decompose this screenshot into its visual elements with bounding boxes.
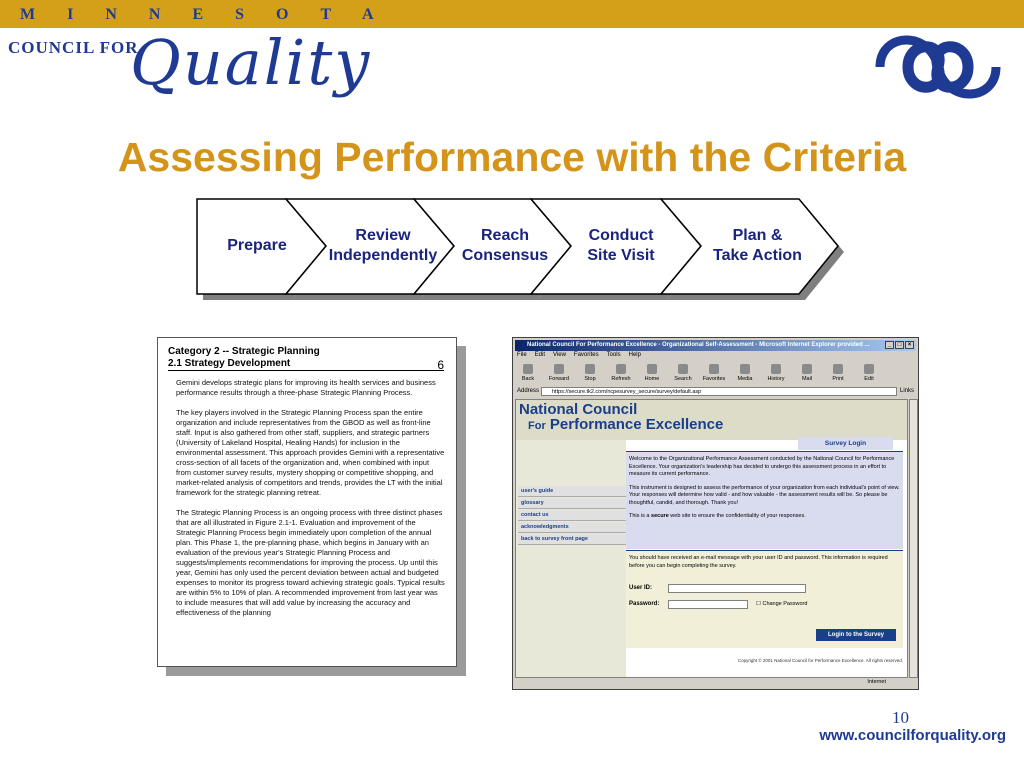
site-left-panel [516, 440, 626, 678]
home-icon [647, 364, 657, 374]
links-button[interactable]: Links [899, 388, 914, 394]
step-5-label: Plan & Take Action [713, 227, 802, 264]
document-paragraph: The key players involved in the Strategic Planning Process span the entire organization and include representatives from the GBOD as well as front-line staff. Input is also gathered from other staff, suppliers, and strategic partners (University of Lakeland Hospital, Healing Hands) for inclusion in the environmental assessment. This approach provides Gemini with a representative cross-section of all facets of the organization and, when combined with input from customer survey results, mystery shopping or competitive shopping, and market-related analysis of competitors and trends, provides the LT with the initial framework for the strategic planning retreat. [176, 408, 445, 497]
minnesota-wordmark: MINNESOTA [20, 6, 406, 23]
site-name-sub: For Performance Excellence [528, 416, 724, 433]
menu-file[interactable]: File [517, 352, 527, 358]
menu-edit[interactable]: Edit [534, 352, 546, 358]
menu-view[interactable]: View [553, 352, 566, 358]
document-heading: Category 2 -- Strategic Planning 2.1 Strategy Development [168, 346, 320, 369]
council-for-label: COUNCIL FOR [8, 38, 139, 57]
nav-back-to-survey[interactable]: back to survey front page [518, 534, 626, 545]
browser-window [512, 337, 919, 690]
login-panel [626, 550, 903, 648]
favorites-button[interactable]: Favorites [703, 364, 725, 386]
print-icon [833, 364, 843, 374]
site-copyright: Copyright © 2001 National Council for Performance Excellence. All rights reserved. [737, 658, 903, 663]
browser-toolbar [517, 364, 914, 386]
maximize-button[interactable]: □ [895, 341, 904, 349]
history-button[interactable]: History [765, 364, 787, 386]
document-body [176, 378, 446, 628]
document-paragraph: The Strategic Planning Process is an ongoing process with three distinct phases that are all illustrated in Figure 2.1-1. Evaluation and improvement of the Strategic Planning Process begin immediately upon completion of the annual plan. This Phase 1, the pre-planning phase, which begins in January with an evaluation of the previous year's Strategic Planning Process and suggests/implements recommendations for improving the process. Up until this year, Gemini has only used the percent deviation between actual and budgeted expenses to monitor its progress toward achieving strategic goals. Typical results are within 5% to 10% of plan. A recommended improvement from last year was to include measures that will add value by increasing the accuracy and effectiveness of the planning [176, 508, 445, 617]
mail-icon [802, 364, 812, 374]
address-bar [515, 386, 916, 397]
history-icon [771, 364, 781, 374]
edit-icon [864, 364, 874, 374]
password-label: Password: [629, 601, 660, 607]
address-input[interactable]: https://secure.tk2.com/ncpesurvey_secure/survey/default.asp [541, 387, 897, 396]
nav-acknowledgments[interactable]: acknowledgments [518, 522, 626, 533]
nav-contact-us[interactable]: contact us [518, 510, 626, 521]
document-paragraph: Gemini develops strategic plans for improving its health services and business performance results through a three-phase Strategic Planning Process. [176, 378, 436, 397]
browser-menubar [517, 352, 641, 362]
welcome-text: Welcome to the Organizational Performance Assessment conducted by the National Council for Performance Excellence. Your organization's leadership has decided to undergo this assessment process in an effort to measure its current performance. [629, 456, 895, 477]
close-button[interactable]: × [905, 341, 914, 349]
step-2-label: Review Independently [328, 227, 438, 264]
change-password-checkbox[interactable]: ☐ Change Password [756, 601, 808, 607]
application-document [157, 337, 457, 667]
slide-title: Assessing Performance with the Criteria [117, 134, 907, 180]
back-icon [523, 364, 533, 374]
menu-tools[interactable]: Tools [606, 352, 621, 358]
site-nav [518, 486, 626, 546]
password-input[interactable] [668, 600, 748, 609]
user-id-label: User ID: [629, 585, 653, 591]
refresh-icon [616, 364, 626, 374]
browser-scrollbar[interactable] [909, 399, 918, 678]
welcome-panel [626, 451, 903, 549]
step-3-label: Reach Consensus [461, 227, 549, 264]
site-name: National Council [519, 401, 638, 418]
forward-icon [554, 364, 564, 374]
document-rule [168, 370, 444, 371]
search-button[interactable]: Search [672, 364, 694, 386]
mail-button[interactable]: Mail [796, 364, 818, 386]
media-button[interactable]: Media [734, 364, 756, 386]
step-1-label: Prepare [227, 237, 287, 254]
home-button[interactable]: Home [641, 364, 663, 386]
user-id-input[interactable] [668, 584, 806, 593]
login-instructions: You should have received an e-mail message with your user ID and password. This information is required before you can begin completing the survey. [629, 555, 888, 569]
browser-titlebar: National Council For Performance Excellence - Organizational Self-Assessment - Microsoft Internet Explorer provided ... _ □ × [515, 340, 916, 351]
quality-wordmark: Quality [130, 26, 372, 99]
nav-users-guide[interactable]: user's guide [518, 486, 626, 497]
step-4-label: Conduct Site Visit [587, 227, 655, 264]
welcome-text: This instrument is designed to assess the performance of your organization from each individual's point of view. Your responses will determine how valid - and how valuable - the assessment results will be. So please be thoughtful, candid, and thorough. Thank you! [629, 484, 900, 506]
menu-favorites[interactable]: Favorites [573, 352, 599, 358]
document-page-number: 6 [437, 358, 444, 372]
browser-viewport [515, 399, 908, 678]
edit-button[interactable]: Edit [858, 364, 880, 386]
address-label: Address [517, 388, 540, 394]
slide-page-number: 10 [892, 708, 909, 727]
stop-button[interactable]: Stop [579, 364, 601, 386]
council-logo-icon [868, 22, 1008, 112]
refresh-button[interactable]: Refresh [610, 364, 632, 386]
footer-url[interactable]: www.councilforquality.org [819, 727, 1006, 744]
browser-statusbar [515, 678, 916, 687]
survey-login-tab: Survey Login [798, 437, 893, 450]
stop-icon [585, 364, 595, 374]
login-button[interactable]: Login to the Survey [816, 629, 896, 641]
forward-button[interactable]: Forward [548, 364, 570, 386]
menu-help[interactable]: Help [628, 352, 641, 358]
status-zone: Internet [867, 679, 886, 685]
search-icon [678, 364, 688, 374]
nav-glossary[interactable]: glossary [518, 498, 626, 509]
media-icon [740, 364, 750, 374]
minimize-button[interactable]: _ [885, 341, 894, 349]
print-button[interactable]: Print [827, 364, 849, 386]
favorites-icon [709, 364, 719, 374]
secure-note: This is a secure web site to ensure the confidentiality of your responses. [629, 513, 806, 519]
back-button[interactable]: Back [517, 364, 539, 386]
site-header [516, 400, 908, 440]
